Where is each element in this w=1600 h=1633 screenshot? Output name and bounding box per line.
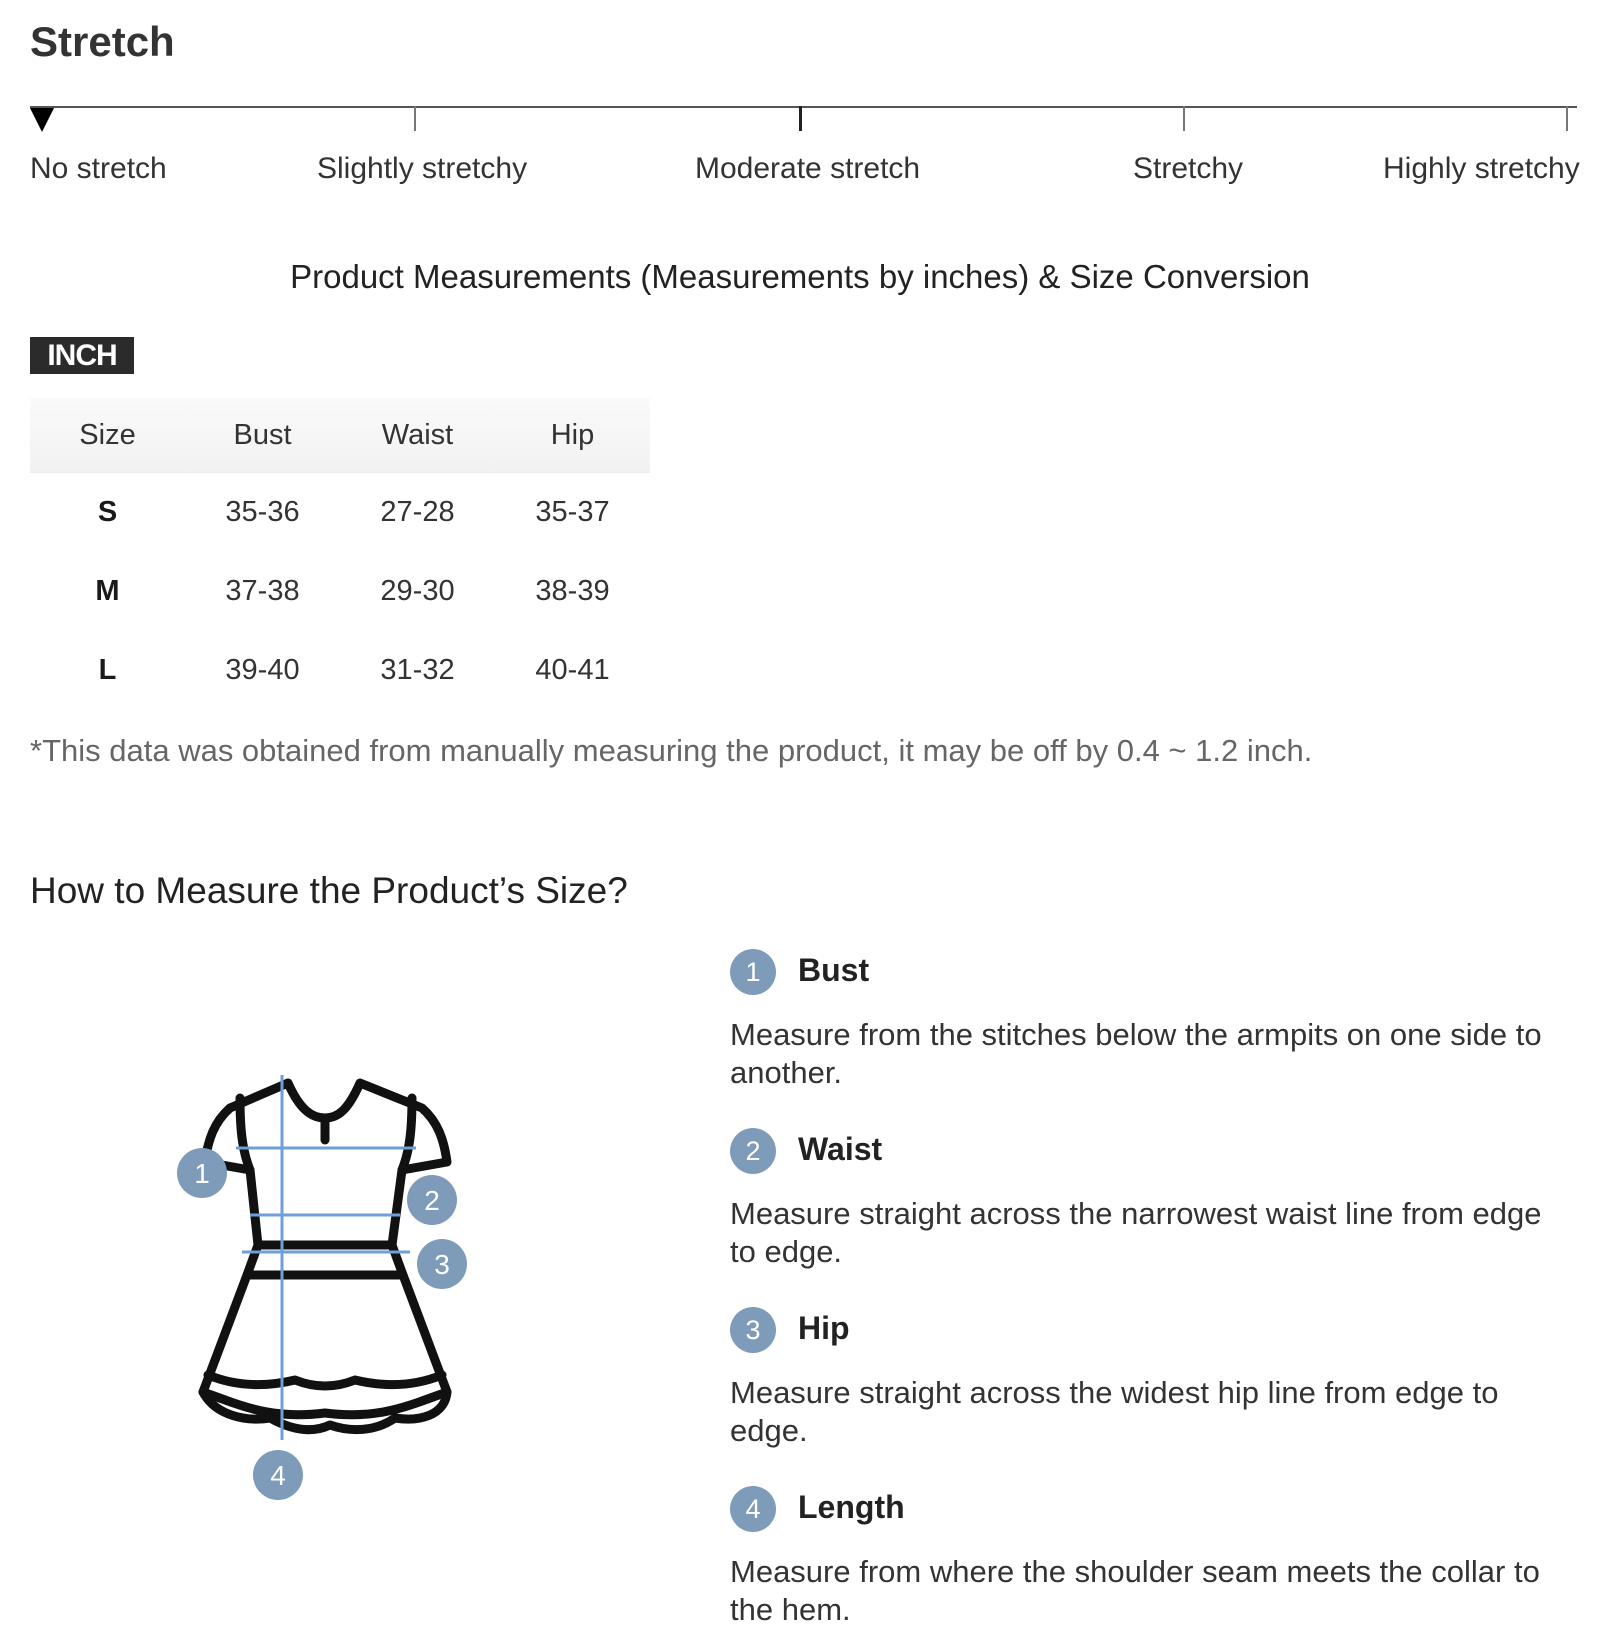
- stretch-scale-line: [30, 106, 1577, 108]
- marker-1-label: 1: [194, 1158, 210, 1189]
- step-title: Hip: [798, 1310, 850, 1346]
- marker-4-label: 4: [270, 1460, 286, 1491]
- measurements-heading: Product Measurements (Measurements by inches) & Size Conversion: [290, 258, 1310, 295]
- table-header-row: [30, 398, 650, 473]
- step-title: Waist: [798, 1131, 883, 1167]
- unit-badge: INCH: [30, 337, 134, 374]
- table-row: [30, 552, 650, 631]
- hem-band-upper: [208, 1375, 442, 1386]
- stretch-title: Stretch: [30, 18, 175, 65]
- measure-step-bust: [730, 949, 1570, 1099]
- right-sleeve-seam: [402, 1098, 412, 1170]
- column-header-waist: Waist: [340, 398, 495, 473]
- bust-cell: 39-40: [225, 654, 300, 686]
- hip-cell: 40-41: [535, 654, 610, 686]
- measure-step-length: [730, 1486, 1570, 1633]
- dress-diagram: [170, 1070, 500, 1550]
- waist-cell: 27-28: [380, 496, 455, 528]
- step-number-icon: 1: [730, 949, 776, 995]
- size-table: [30, 398, 650, 710]
- size-cell: L: [98, 654, 117, 686]
- step-number-icon: 4: [730, 1486, 776, 1532]
- stretch-label-slightly-stretchy: Slightly stretchy: [317, 152, 528, 185]
- column-header-bust: Bust: [185, 398, 340, 473]
- size-cell: S: [97, 496, 118, 528]
- measure-step-hip: [730, 1307, 1570, 1457]
- stretch-selected-marker-icon: [30, 108, 54, 132]
- step-number-icon: 2: [730, 1128, 776, 1174]
- hip-cell: 38-39: [535, 575, 610, 607]
- bust-cell: 35-36: [225, 496, 300, 528]
- column-header-hip: Hip: [495, 398, 650, 473]
- table-row: [30, 631, 650, 710]
- bust-cell: 37-38: [225, 575, 300, 607]
- step-description: Measure straight across the narrowest waist line from edge to edge.: [730, 1196, 1542, 1269]
- stretch-label-highly-stretchy: Highly stretchy: [1383, 152, 1580, 185]
- step-number-icon: 3: [730, 1307, 776, 1353]
- stretch-tick: [1566, 106, 1568, 131]
- measure-step-waist: [730, 1128, 1570, 1278]
- stretch-tick: [1183, 106, 1185, 131]
- waist-cell: 29-30: [380, 575, 455, 607]
- step-description: Measure straight across the widest hip line from edge to edge.: [730, 1375, 1499, 1448]
- marker-2-label: 2: [424, 1185, 440, 1216]
- stretch-tick-center: [799, 106, 802, 131]
- step-description: Measure from where the shoulder seam meets the collar to the hem.: [730, 1554, 1540, 1627]
- step-description: Measure from the stitches below the armpits on one side to another.: [730, 1017, 1542, 1090]
- step-title: Bust: [798, 952, 870, 988]
- column-header-size: Size: [30, 398, 185, 473]
- how-to-measure-title: How to Measure the Product’s Size?: [30, 870, 628, 911]
- stretch-label-stretchy: Stretchy: [1133, 152, 1244, 185]
- waist-cell: 31-32: [380, 654, 455, 686]
- stretch-label-moderate-stretch: Moderate stretch: [695, 152, 921, 185]
- step-title: Length: [798, 1489, 905, 1525]
- stretch-tick: [414, 106, 416, 131]
- left-sleeve-seam: [240, 1098, 250, 1170]
- stretch-label-no-stretch: No stretch: [30, 152, 167, 185]
- hip-cell: 35-37: [535, 496, 610, 528]
- measurement-note: *This data was obtained from manually measuring the product, it may be off by 0.4 ~ 1.2 inch.: [30, 733, 1313, 768]
- marker-3-label: 3: [434, 1249, 450, 1280]
- table-row: [30, 473, 650, 553]
- size-cell: M: [95, 575, 120, 607]
